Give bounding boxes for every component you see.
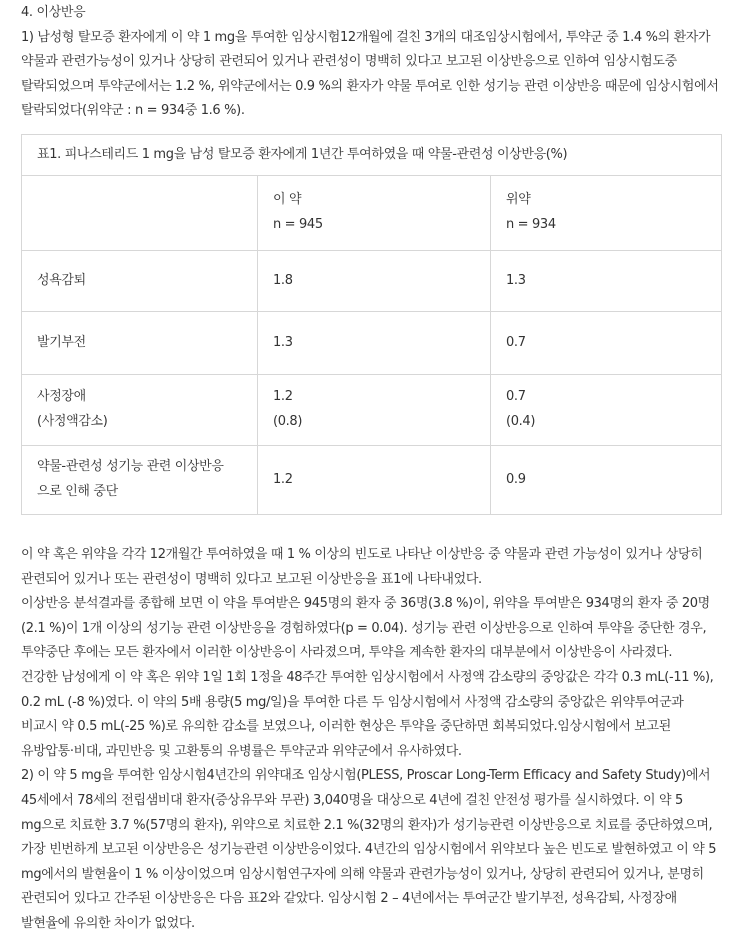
row-sublabel: 으로 인해 중단 <box>37 483 118 499</box>
table-row <box>22 445 722 514</box>
placebo-value: 0.7 <box>491 311 722 374</box>
drug-value: 1.8 <box>258 250 491 311</box>
table-row <box>22 374 722 445</box>
intro-paragraph: 1) 남성형 탈모증 환자에게 이 약 1 mg을 투여한 임상시험12개월에 걸친 3개의 대조임상시험에서, 투약군 중 1.4 %의 환자가 약물과 관련가능성이 있거나 상당히 관련되어 있거나 관련성이 명백히 있다고 보고된 이상반응으로 인하여 임상시험도중 탈락되었으며 투약군에서는 1.2 %, 위약군에서는 0.9 %의 환자가 약물 투여로 인한 성기능 관련 이상반응 때문에 임상시험에서 탈락되었다(위약군 : n = 934중 1.6 %). <box>21 29 719 119</box>
table-header-empty <box>22 175 258 250</box>
table-row <box>22 250 722 311</box>
drug-value: 1.2 <box>258 445 491 514</box>
row-label: 약물-관련성 성기능 관련 이상반응 <box>37 459 224 475</box>
document-page <box>21 0 721 936</box>
placebo-column-name: 위약 <box>506 192 531 208</box>
table-row <box>22 311 722 374</box>
row-label: 성욕감퇴 <box>22 250 258 311</box>
drug-column-n: n = 945 <box>273 216 323 232</box>
section-heading: 4. 이상반응 <box>21 5 86 20</box>
row-sublabel: (사정액감소) <box>37 413 108 429</box>
placebo-column-n: n = 934 <box>506 216 556 232</box>
body-paragraph-2: 이상반응 분석결과를 종합해 보면 이 약을 투여받은 945명의 환자 중 36명(3.8 %)이, 위약을 투여받은 934명의 환자 중 20명(2.1 %)이 1개 이상의 성기능 관련 이상반응을 경험하였다(p = 0.04). 성기능 관련 이상반응으로 인하여 투약을 중단한 경우, 투약중단 후에는 모든 환자에서 이러한 이상반응이 사라졌으며, 투약을 계속한 환자의 대부분에서 이상반응이 사라졌다. <box>21 596 710 661</box>
adverse-reaction-table <box>21 134 722 515</box>
row-label-cell <box>22 374 258 445</box>
drug-value: 1.3 <box>258 311 491 374</box>
placebo-subvalue: (0.4) <box>506 413 536 429</box>
drug-value: 1.2 <box>273 389 293 405</box>
placebo-value: 1.3 <box>491 250 722 311</box>
table-header-drug <box>258 175 491 250</box>
drug-value-cell <box>258 374 491 445</box>
placebo-value-cell <box>491 374 722 445</box>
table-header-placebo <box>491 175 722 250</box>
table-caption: 표1. 피나스테리드 1 mg을 남성 탈모증 환자에게 1년간 투여하였을 때 약물-관련성 이상반응(%) <box>22 134 722 175</box>
row-label-cell <box>22 445 258 514</box>
row-label: 사정장애 <box>37 389 86 405</box>
body-paragraph-1: 이 약 혹은 위약을 각각 12개월간 투여하였을 때 1 % 이상의 빈도로 나타난 이상반응 중 약물과 관련 가능성이 있거나 상당히 관련되어 있거나 또는 관련성이 명백히 있다고 보고된 이상반응을 표1에 나타내었다. <box>21 546 703 587</box>
body-paragraph-3: 건강한 남성에게 이 약 혹은 위약 1일 1회 1정을 48주간 투여한 임상시험에서 사정액 감소량의 중앙값은 각각 0.3 mL(-11 %), 0.2 mL (-8 %)였다. 이 약의 5배 용량(5 mg/일)을 투여한 다른 두 임상시험에서 사정액 감소량의 중앙값은 위약투여군과 비교시 약 0.5 mL(-25 %)로 유의한 감소를 보였으나, 이러한 현상은 투약을 중단하면 회복되었다.임상시험에서 보고된 유방압통·비대, 과민반응 및 고환통의 유병률은 투약군과 위약군에서 유사하였다. <box>21 669 714 759</box>
row-label: 발기부전 <box>22 311 258 374</box>
drug-subvalue: (0.8) <box>273 413 303 429</box>
body-paragraph-4: 2) 이 약 5 mg을 투여한 임상시험4년간의 위약대조 임상시험(PLESS, Proscar Long-Term Efficacy and Safety Study)에서 45세에서 78세의 전립샘비대 환자(증상유무와 무관) 3,040명을 대상으로 4년에 걸친 안전성 평가를 실시하였다. 이 약 5 mg으로 치료한 3.7 %(57명의 환자), 위약으로 치료한 2.1 %(32명의 환자)가 성기능관련 이상반응으로 치료를 중단하였으며, 가장 빈번하게 보고된 이상반응은 성기능관련 이상반응이었다. 4년간의 임상시험에서 위약보다 높은 빈도로 발현하였고 이 약 5 mg에서의 발현율이 1 % 이상이었으며 임상시험연구자에 의해 약물과 관련가능성이 있거나, 상당히 관련되어 있거나, 분명히 관련되어 있다고 간주된 이상반응은 다음 표2와 같았다. 임상시험 2 – 4년에서는 투여군간 발기부전, 성욕감퇴, 사정장애 발현율에 유의한 차이가 없었다. <box>21 768 717 931</box>
drug-column-name: 이 약 <box>273 192 302 208</box>
placebo-value: 0.9 <box>491 445 722 514</box>
table-header-row <box>22 175 722 250</box>
table-caption-row <box>22 134 722 175</box>
placebo-value: 0.7 <box>506 389 526 405</box>
